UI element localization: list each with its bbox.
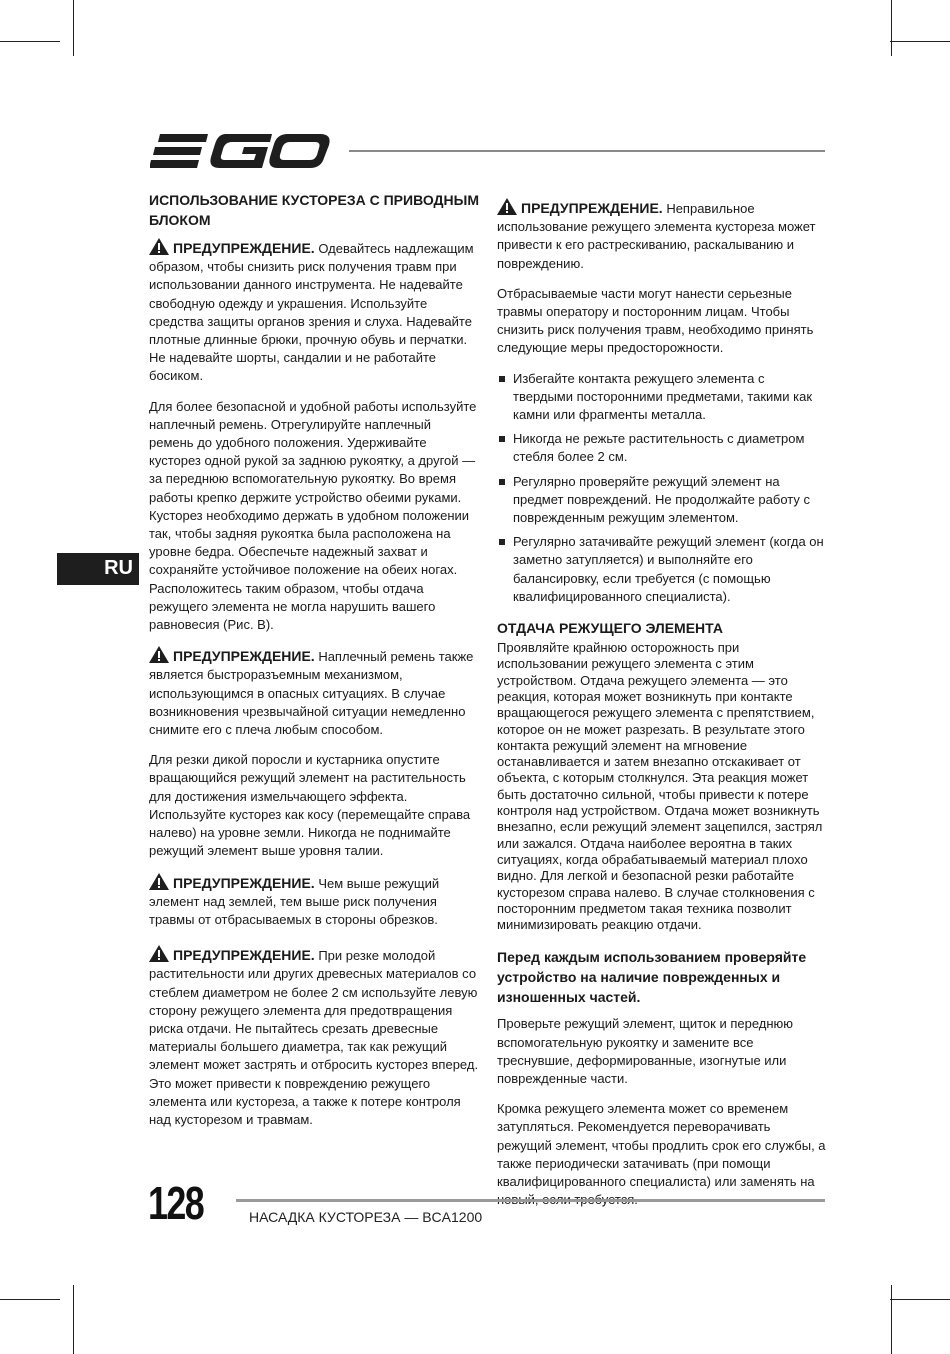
warning-paragraph [497,198,827,273]
footer-rule [236,1199,825,1202]
warning-text: Наплечный ремень также является быстроразъемным механизмом, использующимся в опасных ситуациях. В случае возникновения чрезвычайной ситуации немедленно снимите его с плеча любым способом. [149,649,474,738]
warning-icon [149,945,169,962]
crop-mark [73,0,74,56]
left-column [149,190,479,1141]
crop-mark [890,1299,950,1300]
section-heading: ОТДАЧА РЕЖУЩЕГО ЭЛЕМЕНТА [497,620,723,637]
body-paragraph: Для более безопасной и удобной работы используйте наплечный ремень. Отрегулируйте наплечный ремень до удобного положения. Удерживайте кусторез одной рукой за заднюю рукоятку, а другой — за переднюю вспомогательную рукоятку. Во время работы крепко держите устройство обеими руками. Кусторез необходимо держать в удобном положении так, чтобы задняя рукоятка была расположена на уровне бедра. Обеспечьте надежный захват и сохраняйте устойчивое положение на обеих ногах. [149,398,477,578]
crop-mark [891,0,892,56]
right-column [497,198,827,1221]
bullet-square-icon [499,436,505,442]
section-heading: ИСПОЛЬЗОВАНИЕ КУСТОРЕЗА С ПРИВОДНЫМ БЛОКОМ [149,192,479,228]
crop-mark [890,41,950,42]
page-number: 128 [148,1177,204,1229]
list-item: Избегайте контакта режущего элемента с твердыми посторонними предметами, такими как камни или фрагменты металла. [497,370,827,425]
footer-title: НАСАДКА КУСТОРЕЗА — BCA1200 [249,1209,483,1225]
warning-paragraph [149,945,479,1129]
warning-label: ПРЕДУПРЕЖДЕНИЕ. [521,200,663,216]
body-paragraph: Проявляйте крайнюю осторожность при использовании режущего элемента с этим устройством. Отдача режущего элемента — это реакция, которая может возникнуть при контакте вращающегося режущего элемента с препятствием, которое он не может разрезать. В результате этого контакта режущий элемент на мгновение останавливается и затем внезапно отскакивает от объекта, с которым столкнулся. Эта реакция может быть достаточно сильной, чтобы привести к потере контроля над устройством. Отдача может возникнуть внезапно, если режущий элемент зацепился, застрял или зажался. Отдача наиболее вероятна в таких ситуациях, когда обрабатываемый материал плохо видно. Для легкой и безопасной резки работайте кусторезом справа налево. В случае столкновения с посторонним предметом такая техника позволит минимизировать реакцию отдачи. [497,640,823,933]
body-paragraph: Расположитесь таким образом, чтобы отдача режущего элемента не могла нарушить вашего равновесия (Рис. B). [149,580,436,633]
warning-label: ПРЕДУПРЕЖДЕНИЕ. [173,874,315,891]
warning-label: ПРЕДУПРЕЖДЕНИЕ. [173,648,315,665]
bullet-square-icon [499,479,505,485]
body-paragraph: Для резки дикой поросли и кустарника опустите вращающийся режущий элемент на растительность для достижения измельчающего эффекта. Используйте кусторез как косу (перемещайте справа налево) на уровне земли. Никогда не поднимайте режущий элемент выше уровня талии. [149,752,471,859]
body-paragraph: Отбрасываемые части могут нанести серьезные травмы оператору и посторонним лицам. Чтобы снизить риск получения травм, необходимо принять следующие меры предосторожности. [497,285,814,356]
warning-paragraph [149,238,479,386]
list-item: Регулярно затачивайте режущий элемент (когда он заметно затупляется) и выполняйте его балансировку, если требуется (с помощью квалифицированного специалиста). [497,533,827,606]
bullet-square-icon [499,539,505,545]
warning-label: ПРЕДУПРЕЖДЕНИЕ. [173,947,315,964]
warning-text: Неправильное использование режущего элемента кустореза может привести к его растрескиванию, раскалыванию и повреждению. [497,201,816,271]
warning-paragraph [149,873,479,930]
language-label: RU [104,557,133,579]
crop-mark [891,1285,892,1354]
bullet-square-icon [499,376,505,382]
body-paragraph: Кромка режущего элемента может со временем затупляться. Рекомендуется переворачивать режущий элемент, чтобы продлить срок его службы, а также периодически затачивать (при помощи квалифицированного специалиста) или заменять на [497,1101,826,1190]
list-item: Регулярно проверяйте режущий элемент на предмет повреждений. Не продолжайте работу с поврежденным режущим элементом. [497,473,827,528]
crop-mark [0,41,60,42]
crop-mark [0,1299,60,1300]
ego-logo [150,130,332,172]
precaution-list [497,370,827,606]
list-item: Никогда не режьте растительность с диаметром стебля более 2 см. [497,430,827,466]
warning-text: Одевайтесь надлежащим образом, чтобы снизить риск получения травм при использовании данного инструмента. Не надевайте свободную одежду и украшения. Используйте средства защиты органов зрения и слуха. Надевайте плотные длинные брюки, прочную обувь и перчатки. Не надевайте шорты, сандалии и не работайте босиком. [149,241,474,384]
warning-text: Чем выше режущий элемент над землей, тем выше риск получения травмы от отбрасываемых в стороны обрезков. [149,875,440,927]
subsection-heading: Перед каждым использованием проверяйте устройство на наличие поврежденных и изношенных частей. [497,949,807,1006]
header-rule [349,150,825,152]
warning-paragraph [149,646,479,739]
warning-label: ПРЕДУПРЕЖДЕНИЕ. [173,240,315,256]
warning-icon [149,238,169,255]
warning-icon [149,646,169,663]
warning-icon [149,873,169,890]
warning-icon [497,198,517,215]
language-tab [57,553,139,585]
body-paragraph: Проверьте режущий элемент, щиток и переднюю вспомогательную рукоятку и замените все треснувшие, деформированные, изогнутые или поврежденные части. [497,1016,794,1087]
warning-text: При резке молодой растительности или других древесных материалов со стеблем диаметром не более 2 см используйте левую сторону режущего элемента для предотвращения риска отдачи. Не пытайтесь срезать древесные материалы большего диаметра, так как режущий элемент может застрять и отбросить кусторез вперед. Это может привести к повреждению режущего элемента или кустореза, а также к потере контроля над кусторезом и травмам. [149,948,479,1127]
crop-mark [73,1285,74,1354]
